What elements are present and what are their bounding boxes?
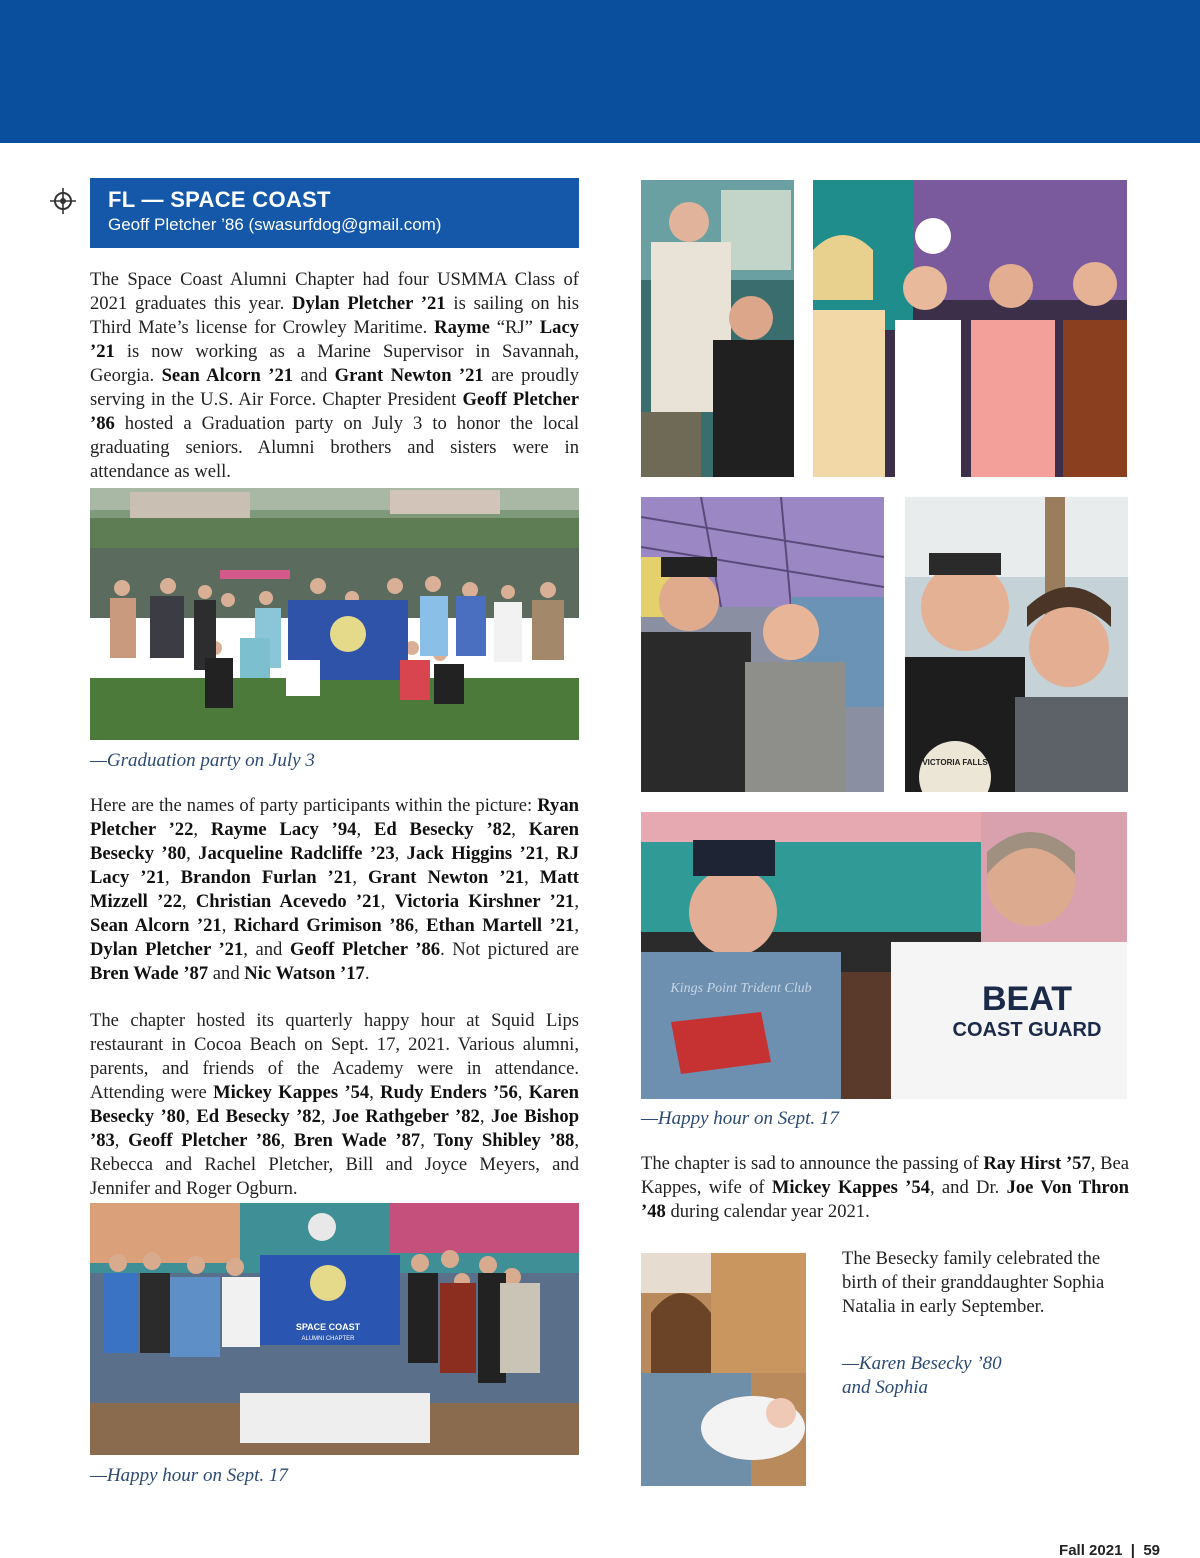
name-highlight: Ed Besecky ’82 bbox=[196, 1106, 321, 1127]
beat-shirt-text: BEAT bbox=[981, 980, 1073, 1018]
name-highlight: Tony Shibley ’88 bbox=[433, 1130, 575, 1151]
name-highlight: Sean Alcorn ’21 bbox=[90, 915, 222, 936]
happy-hour-paragraph: The chapter hosted its quarterly happy hour at Squid Lips restaurant in Cocoa Beach on Sept. 17, 2021. Various alumni, parents, and friends of the Academy were in attendance. Attending were Mickey Kappes ’54, Rudy Enders ’56, Karen Besecky ’80, Ed Besecky ’82, Joe Rathgeber ’82, Joe Bishop ’83, Geoff Pletcher ’86, Bren Wade ’87, Tony Shibley ’88, Rebecca and Rachel Pletcher, Bill and Joyce Meyers, and Jennifer and Roger Ogburn. bbox=[90, 1010, 580, 1199]
flag-text-line2: ALUMNI CHAPTER bbox=[301, 1336, 355, 1342]
name-highlight: Ed Besecky ’82 bbox=[373, 819, 512, 840]
name-highlight: Richard Grimison ’86 bbox=[233, 915, 415, 936]
two-men-photo bbox=[641, 180, 794, 477]
passing-paragraph: The chapter is sad to announce the passing of Ray Hirst ’57, Bea Kappes, wife of Mickey Kappes ’54, and Dr. Joe Von Thron ’48 during calendar year 2021. bbox=[641, 1153, 1129, 1222]
name-highlight: Grant Newton ’21 bbox=[334, 365, 484, 386]
name-highlight: Bren Wade ’87 bbox=[90, 963, 209, 984]
footer-separator: | bbox=[1130, 1542, 1135, 1558]
name-highlight: Ray Hirst ’57 bbox=[983, 1153, 1091, 1174]
happy-hour-caption-right: —Happy hour on Sept. 17 bbox=[641, 1108, 839, 1129]
graduation-party-photo bbox=[90, 488, 579, 740]
participants-paragraph: Here are the names of party participants within the picture: Ryan Pletcher ’22, Rayme Lacy ’94, Ed Besecky ’82, Karen Besecky ’80, Jacqueline Radcliffe ’23, Jack Higgins ’21, RJ Lacy ’21, Brandon Furlan ’21, Grant Newton ’21, Matt Mizzell ’22, Christian Acevedo ’21, Victoria Kirshner ’21, Sean Alcorn ’21, Richard Grimison ’86, Ethan Martell ’21, Dylan Pletcher ’21, and Geoff Pletcher ’86. Not pictured are Bren Wade ’87 and Nic Watson ’17. bbox=[90, 795, 580, 984]
name-highlight: RJ Lacy ’21 bbox=[90, 843, 580, 888]
besecky-paragraph: The Besecky family celebrated the birth of their granddaughter Sophia Natalia in early September. bbox=[842, 1248, 1105, 1317]
couple-photo bbox=[905, 497, 1128, 792]
name-highlight: Victoria Kirshner ’21 bbox=[394, 891, 575, 912]
name-highlight: Mickey Kappes ’54 bbox=[213, 1082, 370, 1103]
happy-hour-caption-left: —Happy hour on Sept. 17 bbox=[90, 1465, 288, 1486]
name-highlight: Bren Wade ’87 bbox=[293, 1130, 421, 1151]
name-highlight: Joe Von Thron ’48 bbox=[641, 1177, 1129, 1222]
name-highlight: Jacqueline Radcliffe ’23 bbox=[198, 843, 395, 864]
victoria-shirt-text: VICTORIA FALLS bbox=[922, 758, 988, 767]
intro-paragraph: The Space Coast Alumni Chapter had four USMMA Class of 2021 graduates this year. Dylan Pletcher ’21 is sailing on his Third Mate’s license for Crowley Maritime. Rayme “RJ” Lacy ’21 is now working as a Marine Supervisor in Savannah, Georgia. Sean Alcorn ’21 and Grant Newton ’21 are proudly serving in the U.S. Air Force. Chapter President Geoff Pletcher ’86 hosted a Graduation party on July 3 to honor the local graduating seniors. Alumni brothers and sisters were in attendance as well. bbox=[90, 269, 579, 482]
besecky-caption-line2: and Sophia bbox=[842, 1377, 929, 1398]
name-highlight: Geoff Pletcher ’86 bbox=[90, 389, 579, 434]
name-highlight: Joe Rathgeber ’82 bbox=[331, 1106, 480, 1127]
page-footer bbox=[1059, 1542, 1160, 1558]
besecky-caption-line1: —Karen Besecky ’80 bbox=[842, 1353, 1002, 1374]
name-highlight: Geoff Pletcher ’86 bbox=[289, 939, 441, 960]
besecky-caption bbox=[842, 1352, 1002, 1400]
name-highlight: Lacy ’21 bbox=[90, 317, 579, 362]
four-women-photo bbox=[813, 180, 1127, 477]
patio-men-photo bbox=[641, 497, 884, 792]
name-highlight: Brandon Furlan ’21 bbox=[180, 867, 353, 888]
kings-point-shirt-text: Kings Point Trident Club bbox=[670, 981, 812, 996]
name-highlight: Mickey Kappes ’54 bbox=[771, 1177, 930, 1198]
name-highlight: Ethan Martell ’21 bbox=[426, 915, 575, 936]
two-older-men-photo bbox=[641, 812, 1127, 1099]
graduation-caption: —Graduation party on July 3 bbox=[90, 750, 315, 771]
compass-icon bbox=[50, 188, 76, 214]
name-highlight: Sean Alcorn ’21 bbox=[161, 365, 294, 386]
flag-text-line1: SPACE COAST bbox=[295, 1322, 361, 1332]
karen-and-sophia-photo bbox=[641, 1253, 806, 1486]
name-highlight: Grant Newton ’21 bbox=[367, 867, 525, 888]
name-highlight: Dylan Pletcher ’21 bbox=[90, 939, 244, 960]
coast-guard-shirt-text: COAST GUARD bbox=[952, 1019, 1102, 1041]
name-highlight: Geoff Pletcher ’86 bbox=[128, 1130, 281, 1151]
issue-label: Fall 2021 bbox=[1059, 1542, 1123, 1558]
name-highlight: Christian Acevedo ’21 bbox=[195, 891, 381, 912]
chapter-header bbox=[90, 178, 579, 248]
name-highlight: Joe Bishop ’83 bbox=[90, 1106, 580, 1151]
name-highlight: Dylan Pletcher ’21 bbox=[292, 293, 446, 314]
name-highlight: Rayme bbox=[434, 317, 490, 338]
chapter-title: FL — SPACE COAST bbox=[108, 187, 331, 212]
top-banner bbox=[0, 0, 1200, 143]
chapter-contact: Geoff Pletcher ’86 (swasurfdog@gmail.com) bbox=[108, 215, 442, 234]
name-highlight: Rayme Lacy ’94 bbox=[210, 819, 357, 840]
name-highlight: Jack Higgins ’21 bbox=[406, 843, 545, 864]
happy-hour-group-photo bbox=[90, 1203, 579, 1455]
name-highlight: Matt Mizzell ’22 bbox=[90, 867, 579, 912]
name-highlight: Ryan Pletcher ’22 bbox=[90, 795, 579, 840]
name-highlight: Karen Besecky ’80 bbox=[90, 1082, 579, 1127]
page-number: 59 bbox=[1143, 1542, 1160, 1558]
name-highlight: Rudy Enders ’56 bbox=[380, 1082, 518, 1103]
name-highlight: Karen Besecky ’80 bbox=[90, 819, 580, 864]
name-highlight: Nic Watson ’17 bbox=[244, 963, 365, 984]
